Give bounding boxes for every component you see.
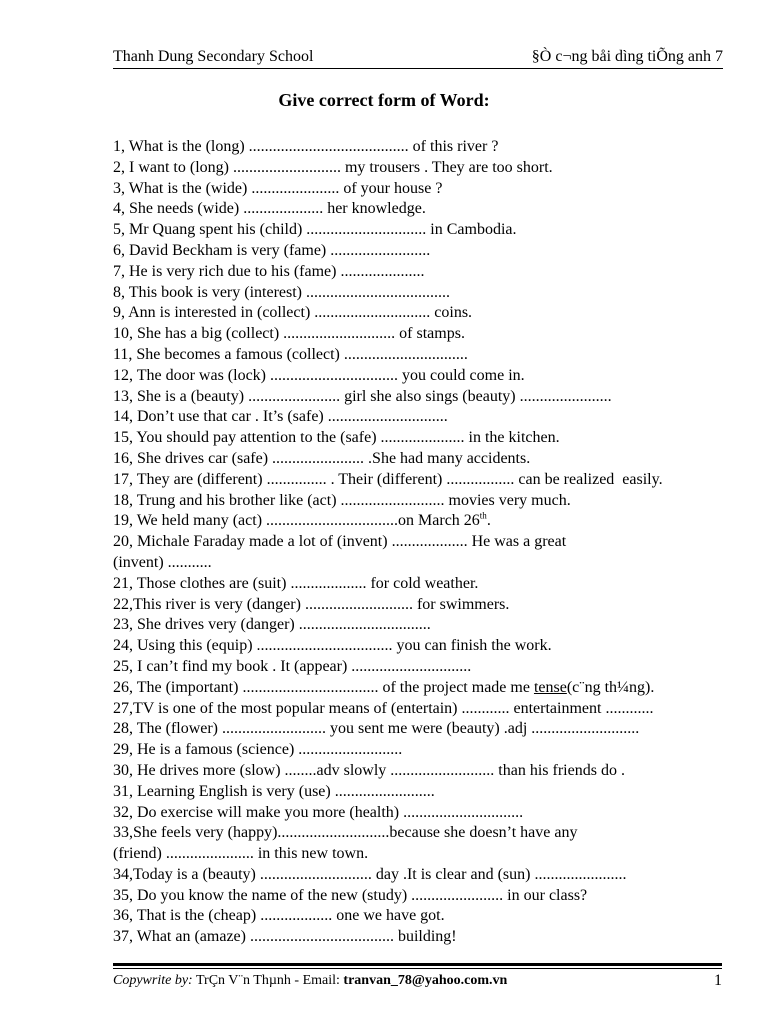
superscript: th	[479, 511, 487, 522]
exercise-line: 6, David Beckham is very (fame) .........................	[113, 241, 431, 259]
exercise-line: 23, She drives very (danger) .................................	[113, 616, 431, 634]
line-text: .	[486, 512, 491, 530]
exercise-line: 10, She has a big (collect) ............................ of stamps.	[113, 325, 465, 343]
exercise-line: 13, She is a (beauty) ....................... girl she also sings (beauty) .......................	[113, 387, 612, 405]
exercise-line: 8, This book is very (interest) ....................................	[113, 283, 451, 301]
exercise-line: 7, He is very rich due to his (fame) .....................	[113, 262, 425, 280]
school-name: Thanh Dung Secondary School	[113, 48, 314, 65]
exercise-line: 4, She needs (wide) .................... her knowledge.	[113, 200, 426, 218]
exercise-line: 16, She drives car (safe) ....................... .She had many accidents.	[113, 449, 531, 467]
exercise-line: 1, What is the (long) ........................................ of this river ?	[113, 138, 499, 155]
line-text: (c¨ng th¼ng).	[566, 678, 655, 696]
exercise-line: (friend) ...................... in this new town.	[113, 845, 369, 863]
footer-divider-thick	[113, 963, 722, 966]
exercise-line: 25, I can’t find my book . It (appear) ..............................	[113, 657, 472, 675]
footer-credit	[113, 973, 507, 989]
exercise-line: 3, What is the (wide) ...................... of your house ?	[113, 179, 443, 197]
line-text: 19, We held many (act) .................................on March 26	[113, 512, 480, 530]
exercise-line: 30, He drives more (slow) ........adv slowly .......................... than his friends do .	[113, 761, 625, 779]
exercise-line: 27,TV is one of the most popular means of (entertain) ............ entertainment ............	[113, 699, 654, 717]
exercise-line: 31, Learning English is very (use) .........................	[113, 782, 435, 800]
page-title: Give correct form of Word:	[278, 90, 490, 110]
document-subject: §Ò c¬ng båi dìng tiÕng anh 7	[531, 48, 723, 65]
exercise-line: 14, Don’t use that car . It’s (safe) ..............................	[113, 408, 448, 426]
exercise-line: 22,This river is very (danger) ........................... for swimmers.	[113, 595, 510, 613]
exercise-line: 17, They are (different) ............... . Their (different) ................. can be realized easily.	[113, 470, 663, 488]
exercise-line: 12, The door was (lock) ................................ you could come in.	[113, 366, 525, 384]
exercise-line: 24, Using this (equip) .................................. you can finish the work.	[113, 637, 552, 655]
author-email: tranvan_78@yahoo.com.vn	[343, 973, 508, 988]
exercise-line: 36, That is the (cheap) .................. one we have got.	[113, 907, 445, 925]
exercise-line: 35, Do you know the name of the new (study) ....................... in our class?	[113, 886, 588, 904]
exercise-line: 5, Mr Quang spent his (child) .............................. in Cambodia.	[113, 221, 517, 239]
author-name: TrÇn V¨n Thµnh - Email:	[192, 973, 344, 988]
copywrite-label: Copywrite by:	[113, 973, 193, 988]
exercise-line: 9, Ann is interested in (collect) ............................. coins.	[113, 304, 473, 322]
page-number: 1	[714, 972, 722, 989]
exercise-line: 28, The (flower) .......................... you sent me were (beauty) .adj ...........................	[113, 720, 640, 738]
exercise-line: (invent) ...........	[113, 553, 212, 571]
exercise-line: 2, I want to (long) ........................... my trousers . They are too short.	[113, 158, 553, 176]
line-text: 26, The (important) .................................. of the project made me	[113, 678, 534, 696]
exercise-list	[113, 137, 733, 948]
footer-divider-thin	[113, 968, 722, 969]
exercise-line: 21, Those clothes are (suit) ................... for cold weather.	[113, 574, 479, 592]
exercise-line: 34,Today is a (beauty) ............................ day .It is clear and (sun) .......................	[113, 865, 627, 883]
underlined-word: tense	[533, 678, 567, 696]
page-header	[113, 46, 723, 69]
exercise-line: 11, She becomes a famous (collect) ...............................	[113, 345, 468, 363]
exercise-line: 18, Trung and his brother like (act) .......................... movies very much.	[113, 491, 571, 509]
exercise-line	[113, 678, 733, 699]
page-footer	[113, 972, 722, 992]
exercise-line: 37, What an (amaze) .................................... building!	[113, 928, 457, 946]
exercise-line: 15, You should pay attention to the (safe) ..................... in the kitchen.	[113, 429, 560, 447]
exercise-line: 33,She feels very (happy)............................because she doesn’t have any	[113, 824, 578, 842]
exercise-line: 29, He is a famous (science) ..........................	[113, 741, 403, 759]
exercise-line: 20, Michale Faraday made a lot of (invent) ................... He was a great	[113, 533, 567, 551]
exercise-line: 32, Do exercise will make you more (health) ..............................	[113, 803, 524, 821]
exercise-line	[113, 511, 733, 532]
